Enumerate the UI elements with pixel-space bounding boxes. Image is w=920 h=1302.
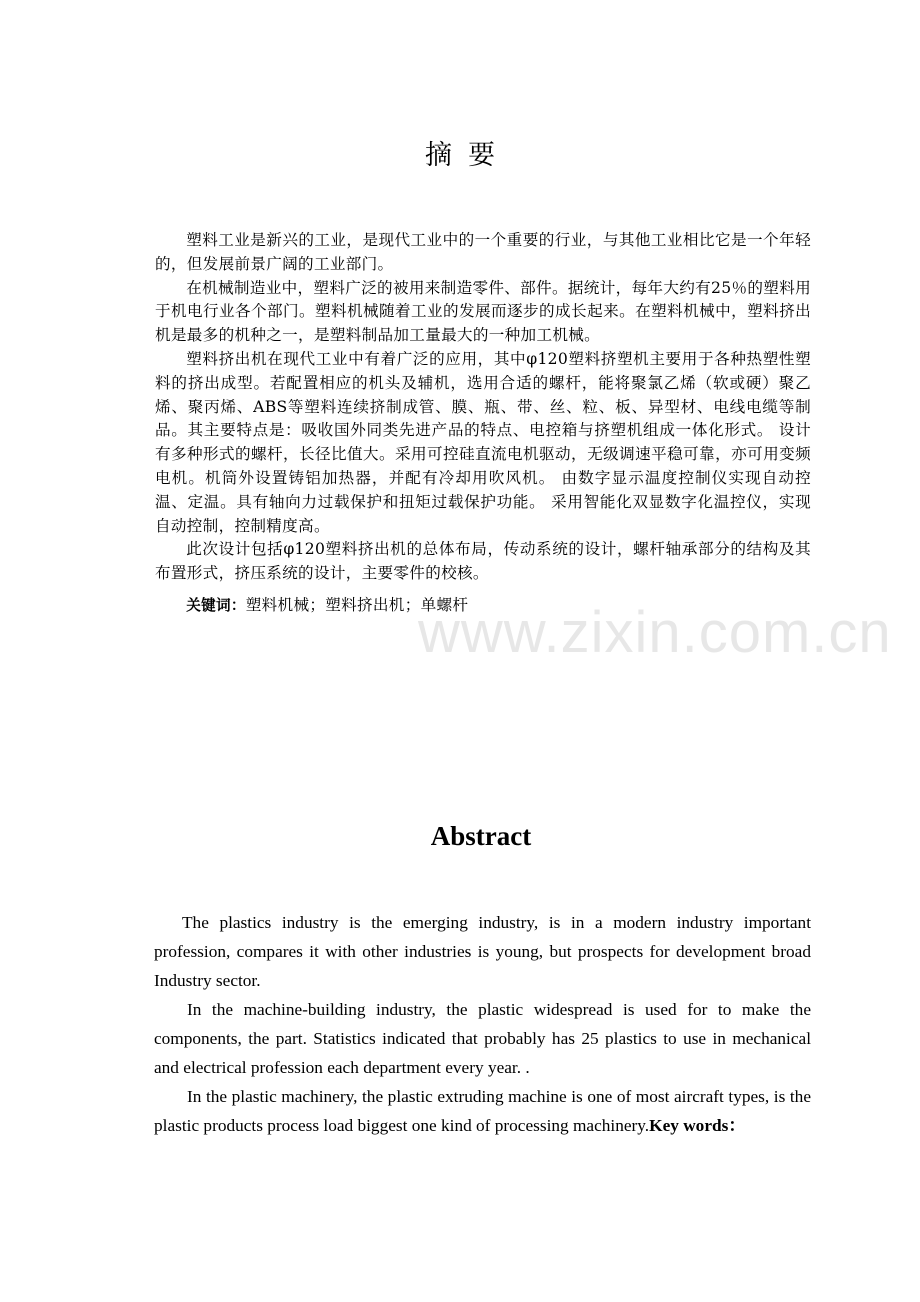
english-abstract-paragraph-1: The plastics industry is the emerging industry, is in a modern industry important profession, compares it with other industries is young, but prospects for development broad Industry sector.	[154, 913, 811, 990]
chinese-abstract-paragraph-1: 塑料工业是新兴的工业，是现代工业中的一个重要的行业，与其他工业相比它是一个年轻的，但发展前景广阔的工业部门。	[155, 231, 811, 273]
watermark: www.zixin.com.cn	[418, 600, 892, 665]
chinese-abstract-title: 摘要	[425, 140, 511, 171]
chinese-keywords-value: 塑料机械；塑料挤出机；单螺杆	[245, 595, 469, 614]
chinese-abstract-body	[155, 229, 811, 618]
english-abstract-paragraph-2: In the machine-building industry, the plastic widespread is used for to make the components, the part. Statistics indicated that probably has 25 plastics to use in mechanical and electrical profession each department every year. .	[154, 1000, 811, 1077]
english-abstract-body	[154, 908, 811, 1140]
chinese-keywords	[155, 594, 811, 618]
english-abstract-paragraph-3-text: In the plastic machinery, the plastic extruding machine is one of most aircraft types, is the plastic products process load biggest one kind of processing machinery.	[154, 1087, 811, 1135]
chinese-abstract-paragraph-4: 此次设计包括φ120塑料挤出机的总体布局，传动系统的设计，螺杆轴承部分的结构及其布置形式，挤压系统的设计，主要零件的校核。	[155, 540, 811, 583]
english-abstract-paragraph-3	[154, 1082, 811, 1140]
chinese-keywords-label: 关键词：	[186, 596, 246, 614]
english-keywords-label: Key words：	[649, 1116, 746, 1135]
chinese-abstract-paragraph-2: 在机械制造业中，塑料广泛的被用来制造零件、部件。据统计，每年大约有25％的塑料用于机电行业各个部门。塑料机械随着工业的发展而逐步的成长起来。在塑料机械中，塑料挤出机是最多的机种之一，是塑料制品加工量最大的一种加工机械。	[155, 278, 811, 345]
chinese-abstract-paragraph-3: 塑料挤出机在现代工业中有着广泛的应用，其中φ120塑料挤塑机主要用于各种热塑性塑料的挤出成型。若配置相应的机头及辅机，选用合适的螺杆，能将聚氯乙烯（软或硬）聚乙烯、聚丙烯、ABS等塑料连续挤制成管、膜、瓶、带、丝、粒、板、异型材、电线电缆等制品。其主要特点是：吸收国外同类先进产品的特点、电控箱与挤塑机组成一体化形式。 设计有多种形式的螺杆，长径比值大。采用可控硅直流电机驱动，无级调速平稳可靠，亦可用变频电机。机筒外设置铸铝加热器，并配有冷却用吹风机。 由数字显示温度控制仪实现自动控温、定温。具有轴向力过载保护和扭矩过载保护功能。 采用智能化双显数字化温控仪，实现自动控制，控制精度高。	[155, 349, 811, 535]
english-abstract-title: Abstract	[430, 821, 532, 851]
